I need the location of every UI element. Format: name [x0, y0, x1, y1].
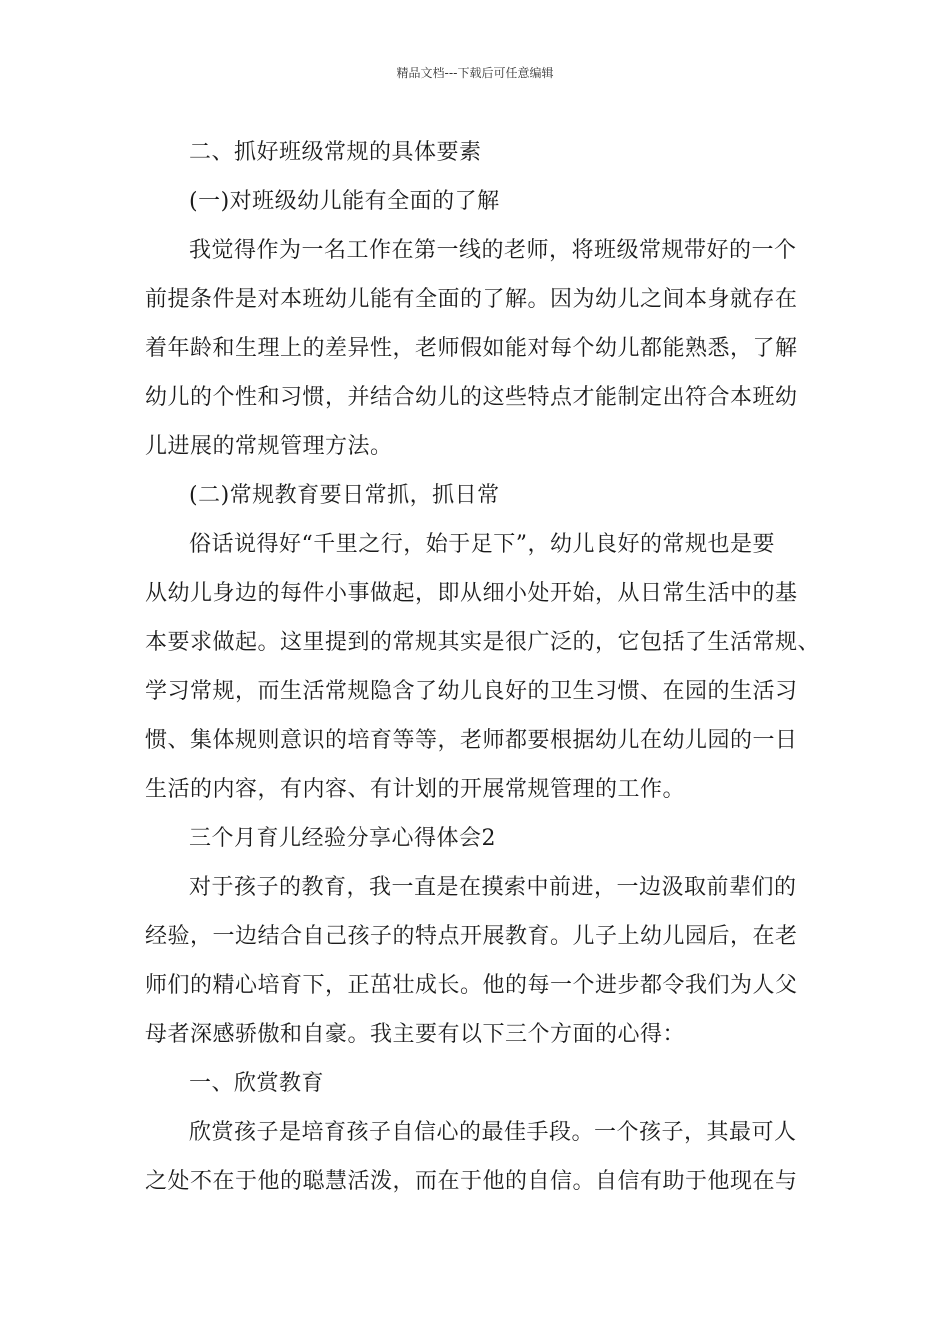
document-body — [145, 128, 825, 1206]
paragraph-line: 本要求做起。这里提到的常规其实是很广泛的，它包括了生活常规、 — [145, 630, 821, 655]
paragraph-line: 惯、集体规则意识的培育等等，老师都要根据幼儿在幼儿园的一日 — [145, 728, 798, 753]
paragraph-line: 从幼儿身边的每件小事做起，即从细小处开始，从日常生活中的基 — [145, 581, 798, 606]
section-heading: 一、欣赏教育 — [189, 1071, 325, 1096]
paragraph-line: 师们的精心培育下，正茁壮成长。他的每一个进步都令我们为人父 — [145, 973, 798, 998]
paragraph-line: 母者深感骄傲和自豪。我主要有以下三个方面的心得： — [145, 1022, 686, 1047]
paragraph-line: 经验，一边结合自己孩子的特点开展教育。儿子上幼儿园后，在老 — [145, 924, 798, 949]
paragraph-line: 俗话说得好“千里之行，始于足下”，幼儿良好的常规也是要 — [189, 532, 775, 557]
paragraph-line: 儿进展的常规管理方法。 — [145, 434, 393, 459]
paragraph-line: 生活的内容，有内容、有计划的开展常规管理的工作。 — [145, 777, 686, 802]
paragraph-line: 前提条件是对本班幼儿能有全面的了解。因为幼儿之间本身就存在 — [145, 287, 798, 312]
paragraph-line: 着年龄和生理上的差异性，老师假如能对每个幼儿都能熟悉，了解 — [145, 336, 798, 361]
subsection-heading: (一)对班级幼儿能有全面的了解 — [189, 189, 500, 214]
paragraph-line: 欣赏孩子是培育孩子自信心的最佳手段。一个孩子，其最可人 — [189, 1120, 797, 1145]
paragraph-line: 对于孩子的教育，我一直是在摸索中前进，一边汲取前辈们的 — [189, 875, 797, 900]
paragraph-line: 学习常规，而生活常规隐含了幼儿良好的卫生习惯、在园的生活习 — [145, 679, 798, 704]
article-title: 三个月育儿经验分享心得体会2 — [189, 826, 496, 851]
section-heading: 二、抓好班级常规的具体要素 — [189, 140, 482, 165]
paragraph-line: 幼儿的个性和习惯，并结合幼儿的这些特点才能制定出符合本班幼 — [145, 385, 798, 410]
page-header: 精品文档---下载后可任意编辑 — [396, 66, 554, 80]
paragraph-line: 之处不在于他的聪慧活泼，而在于他的自信。自信有助于他现在与 — [145, 1169, 798, 1194]
paragraph-line: 我觉得作为一名工作在第一线的老师，将班级常规带好的一个 — [189, 238, 797, 263]
subsection-heading: (二)常规教育要日常抓，抓日常 — [189, 483, 500, 508]
